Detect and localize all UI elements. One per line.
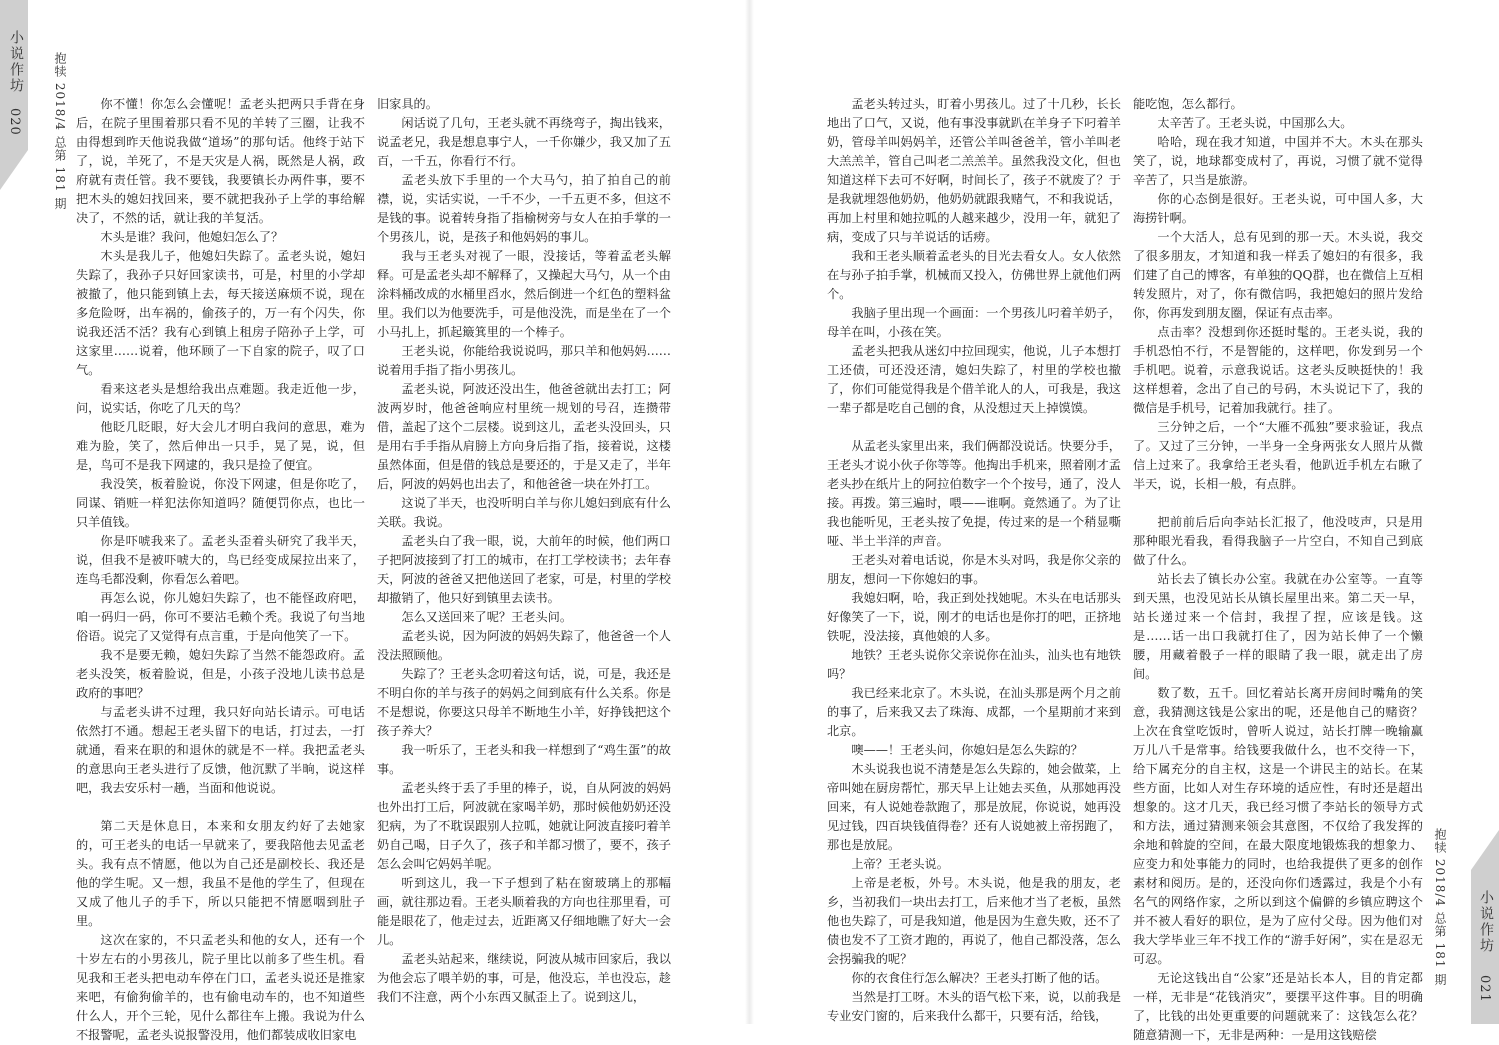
paragraph: 哈哈，现在我才知道，中国并不大。木头在那头笑了，说，地球都变成村了，再说，习惯了就不觉得辛苦了，只当是旅游。: [1133, 135, 1423, 187]
paragraph: 王老头说，你能给我说说吗，那只羊和他妈妈……说着用手指了指小男孩儿。: [377, 344, 671, 377]
right-page-number: 021: [1477, 975, 1492, 1003]
paragraph: 噢——！王老头问，你媳妇是怎么失踪的？: [851, 743, 1083, 757]
section-break: [1133, 494, 1423, 513]
paragraph: 上帝？王老头说。: [851, 857, 949, 871]
right-text-column-2: [1133, 95, 1423, 1045]
left-text-column-1: [76, 95, 365, 1045]
left-tab-corner: [0, 150, 28, 190]
paragraph: 孟老头说，因为阿波的妈妈失踪了，他爸爸一个人没法照顾他。: [377, 629, 671, 662]
left-section-label: 小说作坊: [8, 30, 24, 94]
paragraph: 我与王老头对视了一眼，没接话，等着孟老头解释。可是孟老头却不解释了，又操起大马勺，从一个由涂料桶改成的水桶里舀水，然后倒进一个红色的塑料盆里。我们以为他要洗手，可是他没洗，而是坐在了一个小马扎上，抓起簸箕里的一个棒子。: [377, 249, 671, 339]
paragraph: 太辛苦了。王老头说，中国那么大。: [1157, 116, 1353, 130]
paragraph: 你是吓唬我来了。孟老头歪着头研究了我半天，说，但我不是被吓唬大的，鸟已经变成屎拉出来了，连鸟毛都没剩，你看怎么着吧。: [76, 534, 365, 586]
paragraph: 你的心态倒是很好。王老头说，可中国人多，大海捞针啊。: [1133, 192, 1423, 225]
paragraph: 我媳妇啊，哈，我正到处找她呢。木头在电话那头好像笑了一下，说，刚才的电话也是你打的吧，正挤地铁呢，没法接，真他娘的人多。: [827, 591, 1121, 643]
paragraph: 上帝是老板，外号。木头说，他是我的朋友，老乡，当初我们一块出去打工，后来他才当了老板，虽然他也失踪了，可是我知道，他是因为生意失败，还不了债也发不了工资才跑的，再说了，他自己都没落，怎么会拐骗我的呢？: [827, 876, 1121, 966]
section-break: [76, 798, 365, 817]
left-running-header: 抱犊 2018/4 总第 181 期: [53, 52, 67, 211]
paragraph: 他眨几眨眼，好大会儿才明白我问的意思，难为难为脸，笑了，然后伸出一只手，晃了晃，说，但是，鸟可不是我下网逮的，我只是捡了便宜。: [76, 420, 365, 472]
left-page-number: 020: [7, 108, 22, 136]
right-text-column-1: [827, 95, 1121, 1026]
paragraph: 看来这老头是想给我出点难题。我走近他一步，问，说实话，你吃了几天的鸟？: [76, 382, 365, 415]
paragraph: 你不懂！你怎么会懂呢！孟老头把两只手背在身后，在院子里围着那只看不见的羊转了三圈，让我不由得想到昨天他说我做“道场”的那句话。他终于站下了，说，羊死了，不是天灾是人祸，既然是人祸，政府就有责任管。我不要钱，我要镇长办两件事，要不把木头的媳妇找回来，要不就把我孙子上学的事给解决了，不然的话，就让我的羊复活。: [76, 97, 365, 225]
paragraph: 木头说我也说不清楚是怎么失踪的，她会做菜，上帝叫她在厨房帮忙，那天早上让她去买鱼，从那她再没回来，有人说她卷款跑了，那是放屁，你说说，她再没见过钱，四百块钱值得卷？还有人说她被上帝拐跑了，那也是放屁。: [827, 762, 1121, 852]
paragraph: 三分钟之后，一个“大雁不孤独”要求验证，我点了。又过了三分钟，一半身一全身两张女人照片从微信上过来了。我拿给王老头看，他趴近手机左右瞅了半天，说，长相一般，有点胖。: [1133, 420, 1423, 491]
paragraph: 失踪了？王老头念叨着这句话，说，可是，我还是不明白你的羊与孩子的妈妈之间到底有什么关系。你是不是想说，你要这只母羊不断地生小羊，好挣钱把这个孩子养大？: [377, 667, 671, 738]
paragraph: 再怎么说，你儿媳妇失踪了，也不能怪政府吧，咱一码归一码，你可不要沾毛赖个秃。我说了句当地俗语。说完了又觉得有点言重，于是向他笑了一下。: [76, 591, 365, 643]
paragraph: 木头是谁？我问，他媳妇怎么了？: [100, 230, 284, 244]
paragraph: 孟老头把我从迷幻中拉回现实，他说，儿子本想打工还债，可还没还清，媳妇失踪了，村里的学校也撤了，你们可能觉得我是个借羊讹人的人，可我是，我这一辈子都是吃自己刨的食，从没想过天上掉馍馍。: [827, 344, 1121, 415]
paragraph: 孟老头转过头，盯着小男孩儿。过了十几秒，长长地出了口气，又说，他有事没事就趴在羊身子下叼着羊奶，管母羊叫妈妈羊，还管公羊叫爸爸羊，管小羊叫老大羔羔羊，管自己叫老二羔羔羊。虽然我没文化，但也知道这样下去可不好啊，时间长了，孩子不就废了？于是我就埋怨他奶奶，他奶奶就跟我赌气，不和我说话，再加上村里和她拉呱的人越来越少，没用一年，就犯了病，变成了只与羊说话的话痨。: [827, 97, 1121, 244]
paragraph: 木头是我儿子，他媳妇失踪了。孟老头说，媳妇失踪了，我孙子只好回家读书，可是，村里的小学却被撤了，他只能到镇上去，每天接送麻烦不说，现在多危险呀，出车祸的，偷孩子的，万一有个闪失，你说我还活不活？我有心到镇上租房子陪孙子上学，可这家里……说着，他环顾了一下自家的院子，叹了口气。: [76, 249, 365, 377]
paragraph: 站长去了镇长办公室。我就在办公室等。一直等到天黑，也没见站长从镇长屋里出来。第二天一早，站长递过来一个信封，我捏了捏，应该是钱。这是……话一出口我就打住了，因为站长伸了一个懒腰，用藏着骰子一样的眼睛了我一眼，就走出了房间。: [1133, 572, 1423, 681]
left-page: [0, 0, 749, 1042]
paragraph: 能吃饱，怎么都行。: [1133, 97, 1243, 111]
paragraph: 把前前后后向李站长汇报了，他没吱声，只是用那种眼光看我，看得我脑子一片空白，不知自己到底做了什么。: [1133, 515, 1423, 567]
paragraph: 怎么又送回来了呢？王老头问。: [401, 610, 573, 624]
paragraph: 孟老头说，阿波还没出生，他爸爸就出去打工；阿波两岁时，他爸爸响应村里统一规划的号召，连攒带借，盖起了这个二层楼。说到这儿，孟老头没回头，只是用右手手指从肩膀上方向身后指了指，接着说，这楼虽然体面，但是借的钱总是要还的，于是又走了，半年后，阿波的妈妈也出去了，和他爸爸一块在外打工。: [377, 382, 671, 491]
paragraph: 这次在家的，不只孟老头和他的女人，还有一个十岁左右的小男孩儿，院子里比以前多了些生机。看见我和王老头把电动车停在门口，孟老头说还是推家来吧，有偷狗偷羊的，也有偷电动车的，也不知道些什么人，开个三轮，见什么都往车上搬。我说为什么不报警呢，孟老头说报警没用，他们都装成收旧家电: [76, 933, 365, 1042]
right-section-label: 小说作坊: [1478, 890, 1494, 954]
paragraph: 我脑子里出现一个画面：一个男孩儿叼着羊奶子，母羊在叫，小孩在笑。: [827, 306, 1121, 339]
right-tab-corner: [1471, 830, 1499, 870]
paragraph: 孟老头站起来，继续说，阿波从城市回家后，我以为他会忘了喂羊奶的事，可是，他没忘，羊也没忘，趁我们不注意，两个小东西又腻歪上了。说到这儿，: [377, 952, 671, 1004]
paragraph: 王老头对着电话说，你是木头对吗，我是你父亲的朋友，想问一下你媳妇的事。: [827, 553, 1121, 586]
paragraph: 我已经来北京了。木头说，在汕头那是两个月之前的事了，后来我又去了珠海、成都，一个星期前才来到北京。: [827, 686, 1121, 738]
paragraph: 当然是打工呀。木头的语气松下来，说，以前我是专业安门窗的，后来我什么都干，只要有活，给钱，: [827, 990, 1121, 1023]
paragraph: 一个大活人，总有见到的那一天。木头说，我交了很多朋友，才知道和我一样丢了媳妇的有很多，我们建了自己的博客，有单独的QQ群，也在微信上互相转发照片，对了，你有微信吗，我把媳妇的照片发给你，你再发到朋友圈，保证有点击率。: [1133, 230, 1423, 320]
paragraph: 你的衣食住行怎么解决？王老头打断了他的话。: [851, 971, 1108, 985]
paragraph: 我不是要无赖，媳妇失踪了当然不能怨政府。孟老头没笑，板着脸说，但是，小孩子没地儿读书总是政府的事吧？: [76, 648, 365, 700]
paragraph: 无论这钱出自“公家”还是站长本人，目的肯定都一样，无非是“花钱消灾”，要摆平这件事。目的明确了，比钱的出处更重要的问题就来了：这钱怎么花？随意猜测一下，无非是两种：一是用这钱赔偿: [1133, 971, 1423, 1042]
paragraph: 孟老头放下手里的一个大马勺，拍了拍自己的前襟，说，实话实说，一千不少，一千五更不多，但这不是钱的事。说着转身指了指榆树旁与女人在拍手掌的一个男孩儿，说，是孩子和他妈妈的事儿。: [377, 173, 671, 244]
paragraph: 孟老头白了我一眼，说，大前年的时候，他们两口子把阿波接到了打工的城市，在打工学校读书；去年春天，阿波的爸爸又把他送回了老家，可是，村里的学校却撤销了，他只好到镇里去读书。: [377, 534, 671, 605]
paragraph: 与孟老头讲不过理，我只好向站长请示。可电话依然打不通。想起王老头留下的电话，打过去，一打就通，看来在职的和退休的就是不一样。我把孟老头的意思向王老头进行了反馈，他沉默了半晌，说这样吧，我去安乐村一趟，当面和他说说。: [76, 705, 365, 795]
paragraph: 从孟老头家里出来，我们俩都没说话。快要分手，王老头才说小伙子你等等。他掏出手机来，照着刚才孟老头抄在纸片上的阿拉伯数字一个个按号，通了，没人接。再拨。第三遍时，喂——谁啊。竟然通了。为了让我也能听见，王老头按了免提，传过来的是一个稍显嘶哑、半土半洋的声音。: [827, 439, 1121, 548]
paragraph: 闲话说了几句，王老头就不再绕弯子，掏出钱来，说孟老兄，我是想息事宁人，一千你嫌少，我又加了五百，一千五，你看行不行。: [377, 116, 671, 168]
section-break: [827, 418, 1121, 437]
paragraph: 我一听乐了，王老头和我一样想到了“鸡生蛋”的故事。: [377, 743, 671, 776]
right-running-header: 抱犊 2018/4 总第 181 期: [1433, 828, 1447, 987]
left-text-column-2: [377, 95, 671, 1007]
paragraph: 地铁？王老头说你父亲说你在汕头，汕头也有地铁吗？: [827, 648, 1121, 681]
paragraph: 孟老头终于丢了手里的棒子，说，自从阿波的妈妈也外出打工后，阿波就在家喝羊奶，那时候他奶奶还没犯病，为了不耽误跟别人拉呱，她就让阿波直接叼着羊奶自己喝，日子久了，孩子和羊都习惯了，要不，孩子怎么会叫它妈妈羊呢。: [377, 781, 671, 871]
paragraph: 数了数，五千。回忆着站长离开房间时嘴角的笑意，我猜测这钱是公家出的呢，还是他自己的赌资？上次在食堂吃饭时，曾听人说过，站长打牌一晚输赢万儿八千是常事。给钱要我做什么，也不交待一下，给下属充分的自主权，这是一个讲民主的站长。在某些方面，比如人对生存环境的适应性，有时还是超出想象的。这才几天，我已经习惯了李站长的领导方式和方法，通过猜测来领会其意图，不仅给了我发挥的余地和斡旋的空间，在最大限度地锻炼我的想象力、应变力和处事能力的同时，也给我提供了更多的创作素材和阅历。是的，还没向你们透露过，我是个小有名气的网络作家，之所以到这个偏僻的乡镇应聘这个并不被人看好的职位，是为了应付父母。因为他们对我大学毕业三年不找工作的“游手好闲”，实在是忍无可忍。: [1133, 686, 1423, 966]
right-page: [750, 0, 1499, 1042]
paragraph: 听到这儿，我一下子想到了粘在窗玻璃上的那幅画，就往那边看。王老头顺着我的方向也往那里看，可能是眼花了，他走过去，近距离又仔细地瞧了好大一会儿。: [377, 876, 671, 947]
paragraph: 第二天是休息日，本来和女朋友约好了去她家的，可王老头的电话一早就来了，要我陪他去见孟老头。我有点不情愿，他以为自己还是副校长、我还是他的学生呢。又一想，我虽不是他的学生了，但现在又成了他儿子的手下，所以只能把不情愿咽到肚子里。: [76, 819, 365, 928]
paragraph: 我没笑，板着脸说，你没下网逮，但是你吃了，同谋、销赃一样犯法你知道吗？随便罚你点，也比一只羊值钱。: [76, 477, 365, 529]
paragraph: 点击率？没想到你还挺时髦的。王老头说，我的手机恐怕不行，不是智能的，这样吧，你发到另一个手机吧。说着，示意我说话。这老头反映挺快的！我这样想着，念出了自己的号码，木头说记下了，我的微信是手机号，记着加我就行。挂了。: [1133, 325, 1423, 415]
paragraph: 这说了半天，也没听明白羊与你儿媳妇到底有什么关联。我说。: [377, 496, 671, 529]
paragraph: 我和王老头顺着孟老头的目光去看女人。女人依然在与孙子拍手掌，机械而又投入，仿佛世界上就他们两个。: [827, 249, 1121, 301]
paragraph: 旧家具的。: [377, 97, 438, 111]
